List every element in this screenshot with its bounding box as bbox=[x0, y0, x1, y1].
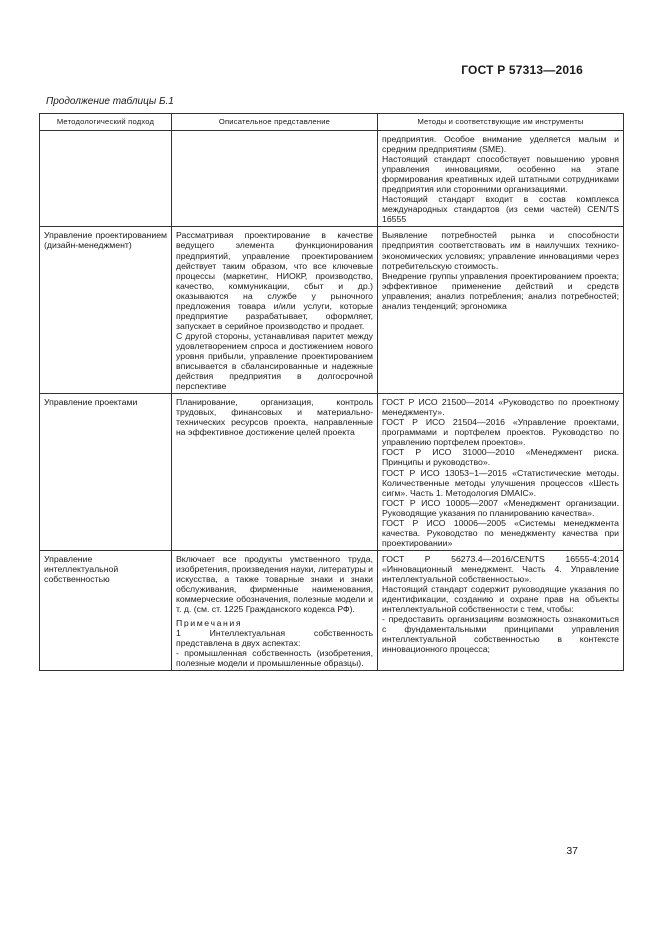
table-row bbox=[40, 227, 624, 394]
table-header-row bbox=[40, 114, 624, 131]
cell-paragraph: ГОСТ Р ИСО 13053−1—2015 «Статистические методы. Количественные методы улучшения процессов «Шесть сигм». Часть 1. Методология DMAIC». bbox=[382, 467, 619, 498]
cell-paragraph: ГОСТ Р ИСО 10006—2005 «Системы менеджмента качества. Руководство по менеджменту качества при проектировании» bbox=[382, 517, 619, 548]
cell-paragraph: С другой стороны, устанавливая паритет между удовлетворением спроса и достижением нового уровня прибыли, управление проектированием вписывается в сбалансированные и надежные действия предприятия в долгосрочной перспективе bbox=[176, 330, 373, 392]
cell-paragraph: предприятия. Особое внимание уделяется малым и средним предприятиям (SME). bbox=[382, 134, 619, 155]
cell-paragraph: ГОСТ Р 56273.4—2016/CEN/TS 16555-4:2014 «Инновационный менеджмент. Часть 4. Управление интеллектуальной собственностью». bbox=[382, 553, 619, 584]
cell-paragraph: Настоящий стандарт входит в состав комплекса международных стандартов (из семи частей) CEN/TS 16555 bbox=[382, 194, 619, 225]
note-item: 1 Интеллектуальная собственность представлена в двух аспектах: bbox=[176, 628, 373, 649]
description-cell bbox=[172, 550, 378, 671]
cell-paragraph: ГОСТ Р ИСО 31000—2010 «Менеджмент риска. Принципы и руководство». bbox=[382, 447, 619, 468]
approach-cell bbox=[40, 227, 172, 394]
cell-paragraph: Управление проектами bbox=[44, 397, 138, 408]
approach-cell bbox=[40, 550, 172, 671]
document-id: ГОСТ Р 57313—2016 bbox=[461, 63, 583, 77]
description-cell bbox=[172, 131, 378, 227]
table-row bbox=[40, 394, 624, 551]
table-row bbox=[40, 550, 624, 671]
table-row bbox=[40, 131, 624, 227]
cell-paragraph: Управление проектированием (дизайн-менеджмент) bbox=[44, 230, 167, 251]
description-cell bbox=[172, 394, 378, 551]
cell-paragraph: Управление интеллектуальной собственностью bbox=[44, 553, 119, 584]
methods-cell bbox=[378, 550, 624, 671]
cell-paragraph: Внедрение группы управления проектированием проекта; эффективное применение действий и средств управления; анализ потребления; анализ потребностей; анализ тенденций; эргономика bbox=[382, 270, 619, 311]
cell-paragraph: ГОСТ Р ИСО 10005—2007 «Менеджмент организации. Руководящие указания по планированию качества». bbox=[382, 497, 619, 518]
standards-table bbox=[39, 113, 624, 671]
column-header-approach: Методологический подход bbox=[40, 114, 172, 131]
cell-paragraph: - предоставить организациям возможность ознакомиться с фундаментальными принципами управления интеллектуальной собственностью в контексте инновационного процесса; bbox=[382, 614, 619, 655]
cell-paragraph: ГОСТ Р ИСО 21500—2014 «Руководство по проектному менеджменту». bbox=[382, 397, 619, 418]
methods-cell bbox=[378, 131, 624, 227]
approach-cell bbox=[40, 131, 172, 227]
cell-paragraph: Выявление потребностей рынка и способности предприятия соответствовать им в наилучших технико-экономических условиях; управление инновациями через потребительскую стоимость. bbox=[382, 230, 619, 271]
cell-paragraph: ГОСТ Р ИСО 21504—2016 «Управление проектами, программами и портфелем проектов. Руководство по управлению портфелем проектов». bbox=[382, 417, 619, 448]
cell-paragraph: Настоящий стандарт способствует повышению уровня управления инновациями, особенно на этапе формирования креативных идей штатными сотрудниками предприятия или сторонними организациями. bbox=[382, 154, 619, 195]
cell-paragraph: Настоящий стандарт содержит руководящие указания по идентификации, созданию и охране прав на объекты интеллектуальной собственности с тем, чтобы: bbox=[382, 584, 619, 615]
cell-paragraph: Рассматривая проектирование в качестве ведущего элемента функционирования предприятий, управление проектированием действует таким образом, что все ключевые процессы (маркетинг, НИОКР, производство, качество, коммуникации, сбыт и др.) оказываются на службе у рыночного предложения товара и/или услуги, которые предприятие разрабатывает, оформляет, запускает в серийное производство и продает. bbox=[176, 230, 373, 331]
note-label: Примечания bbox=[176, 618, 243, 629]
cell-paragraph: Планирование, организация, контроль трудовых, финансовых и материально-технических ресурсов проекта, направленные на эффективное достижение целей проекта bbox=[176, 397, 373, 438]
column-header-methods: Методы и соответствующие им инструменты bbox=[378, 114, 624, 131]
cell-paragraph: Включает все продукты умственного труда, изобретения, произведения науки, литературы и искусства, а также товарные знаки и знаки обслуживания, фирменные наименования, коммерческие обозначения, полезные модели и т. д. (см. ст. 1225 Гражданского кодекса РФ). bbox=[176, 553, 373, 615]
column-header-description: Описательное представление bbox=[172, 114, 378, 131]
approach-cell bbox=[40, 394, 172, 551]
methods-cell bbox=[378, 227, 624, 394]
description-cell bbox=[172, 227, 378, 394]
page-number: 37 bbox=[566, 845, 578, 857]
table-caption: Продолжение таблицы Б.1 bbox=[46, 96, 174, 107]
note-item: - промышленная собственность (изобретения, полезные модели и промышленные образцы). bbox=[176, 648, 373, 669]
methods-cell bbox=[378, 394, 624, 551]
